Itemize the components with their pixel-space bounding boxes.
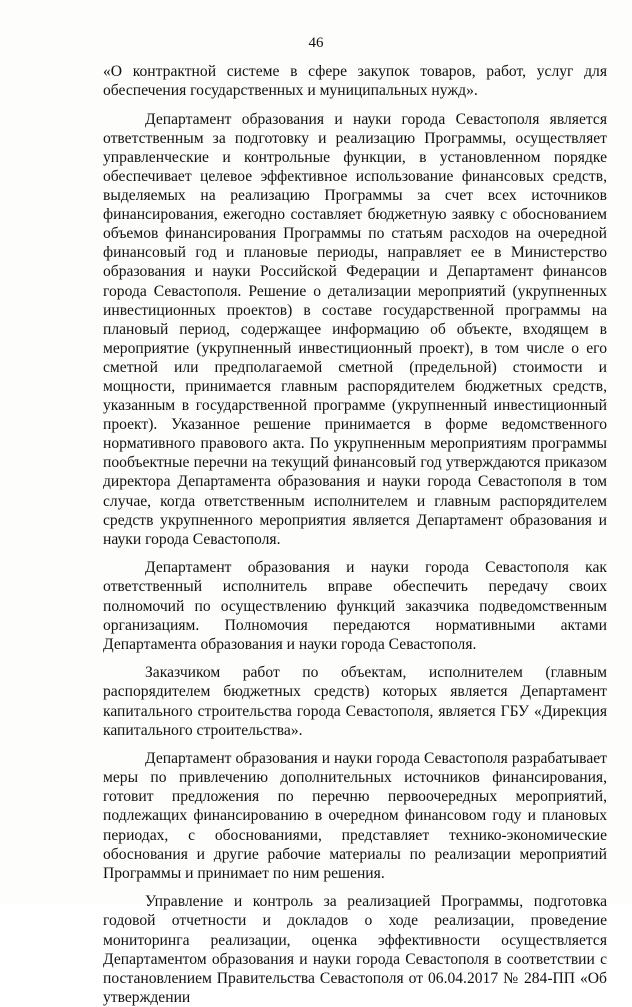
paragraph-additional-financing: Департамент образования и науки города Севастополя разрабатывает меры по привлечению дополнительных источников финансирования, готовит предложения по перечню первоочередных мероприятий, подлежащих финансированию в очередном финансовом году и плановых периодах, с обоснованиями, представляет технико-экономические обоснования и другие рабочие материалы по реализации мероприятий Программы и принимает по ним решения. (103, 750, 607, 882)
paragraph-continuation: «О контрактной системе в сфере закупок товаров, работ, услуг для обеспечения государственных и муниципальных нужд». (103, 63, 607, 100)
paragraph-department-responsibility: Департамент образования и науки города Севастополя является ответственным за подготовку и реализацию Программы, осуществляет управленческие и контрольные функции, в установленном порядке обеспечивает целевое эффективное использование финансовых средств, выделяемых на реализацию Программы за счет всех источников финансирования, ежегодно составляет бюджетную заявку с обоснованием объемов финансирования Программы по статьям расходов на очередной финансовый год и плановые периоды, направляет ее в Министерство образования и науки Российской Федерации и Департамент финансов города Севастополя. Решение о детализации мероприятий (укрупненных инвестиционных проектов) в составе государственной программы на плановый период, содержащее информацию об объекте, входящем в мероприятие (укрупненный инвестиционный проект), в том числе о его сметной или предполагаемой сметной (предельной) стоимости и мощности, принимается главным распорядителем бюджетных средств, указанным в государственной программе (укрупненный инвестиционный проект). Указанное решение принимается в форме ведомственного нормативного правового акта. По укрупненным мероприятиям программы пообъектные перечни на текущий финансовый год утверждаются приказом директора Департамента образования и науки города Севастополя в том случае, когда ответственным исполнителем и главным распорядителем средств укрупненного мероприятия является Департамент образования и науки города Севастополя. (103, 110, 607, 548)
page-number: 46 (308, 35, 324, 51)
document-body (103, 62, 607, 1007)
paragraph-delegation-of-powers: Департамент образования и науки города Севастополя как ответственный исполнитель вправе обеспечить передачу своих полномочий по осуществлению функций заказчика подведомственным организациям. Полномочия передаются нормативными актами Департамента образования и науки города Севастополя. (103, 559, 607, 653)
paragraph-management-control: Управление и контроль за реализацией Программы, подготовка годовой отчетности и докладов о ходе реализации, проведение мониторинга реализации, оценка эффективности осуществляется Департаментом образования и науки города Севастополя в соответствии с постановлением Правительства Севастополя от 06.04.2017 № 284-ПП «Об утверждении (103, 893, 607, 1006)
paragraph-construction-customer: Заказчиком работ по объектам, исполнителем (главным распорядителем бюджетных средств) которых является Департамент капитального строительства города Севастополя, является ГБУ «Дирекция капитального строительства». (103, 664, 607, 739)
